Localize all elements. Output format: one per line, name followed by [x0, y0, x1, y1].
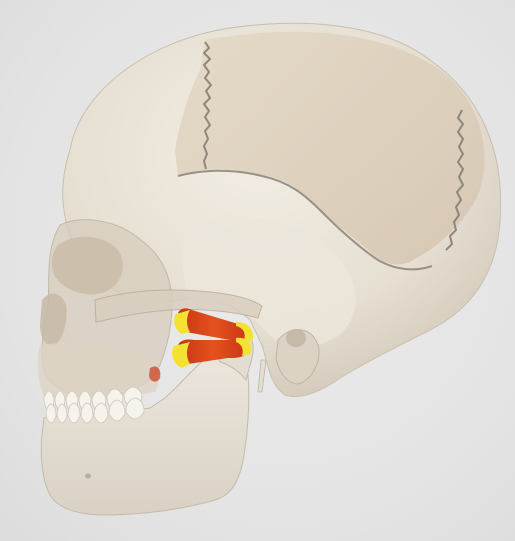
- medial-pterygoid-tip[interactable]: [149, 366, 160, 381]
- maxilla[interactable]: [38, 343, 159, 399]
- styloid-process[interactable]: [258, 360, 266, 392]
- ear-canal[interactable]: [286, 329, 306, 347]
- mental-foramen: [85, 474, 91, 479]
